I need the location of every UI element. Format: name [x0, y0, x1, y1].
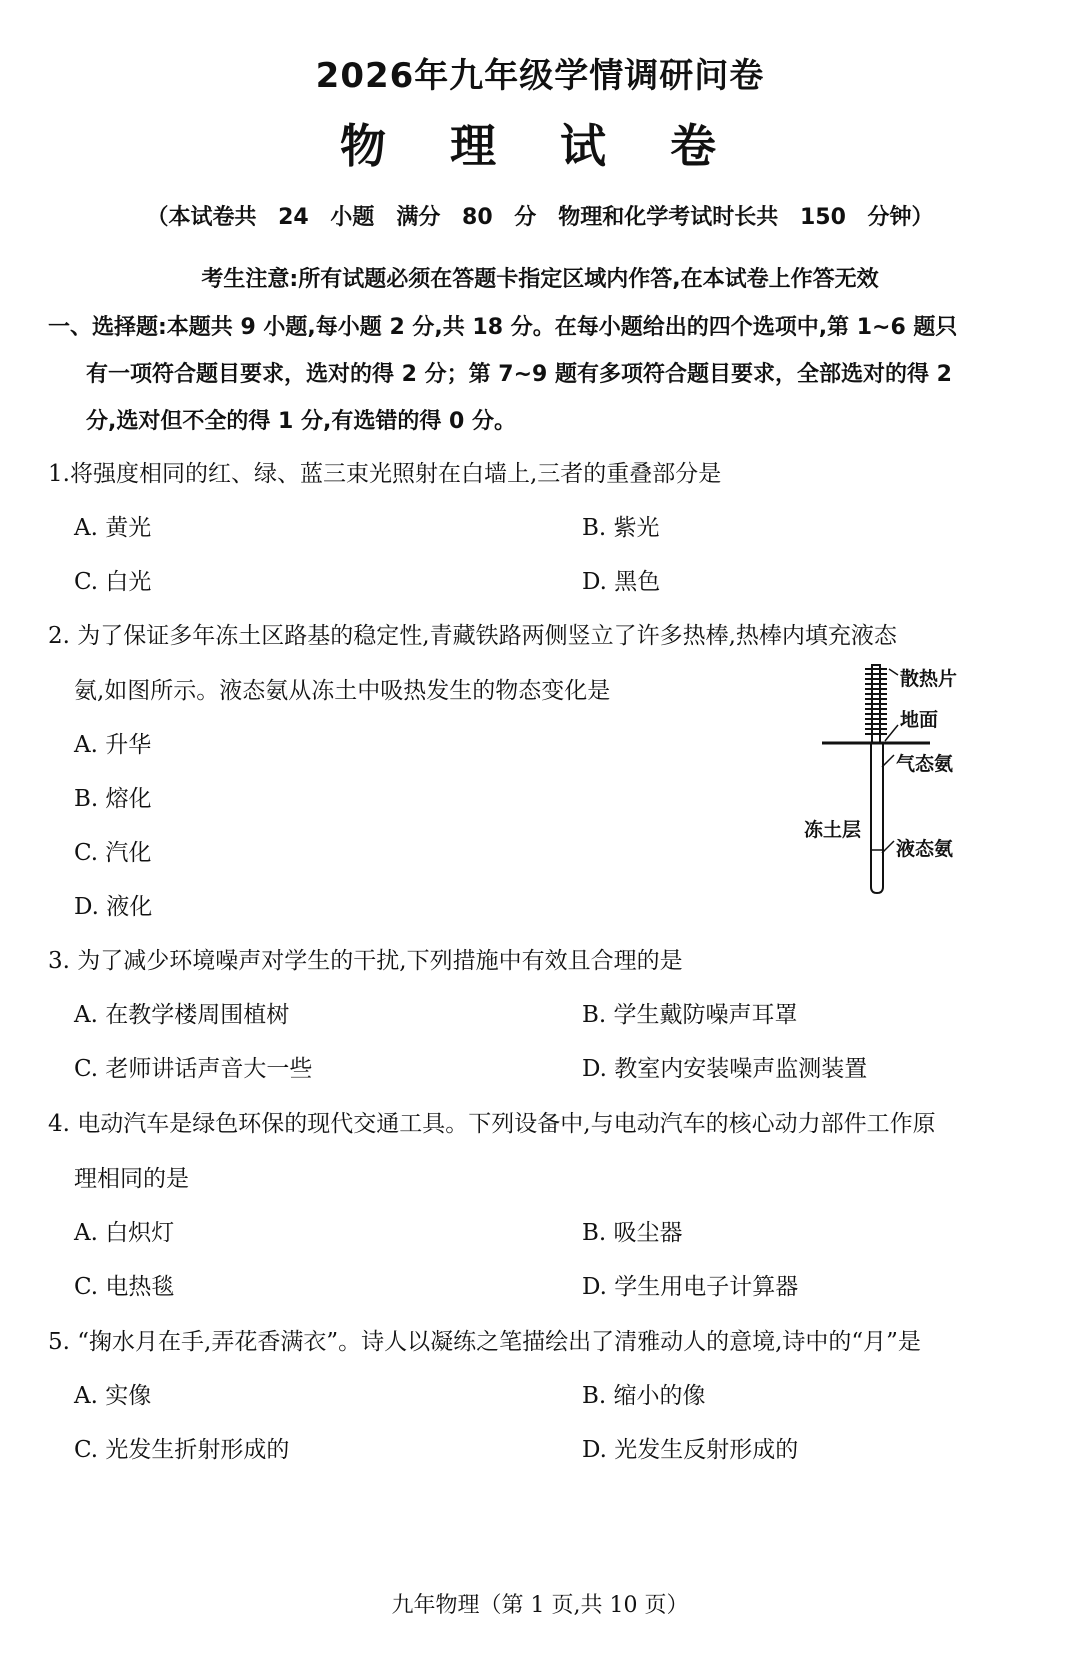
label-liquid-ammonia: 液态氨 [896, 838, 954, 860]
q4-stem-line2: 理相同的是 [74, 1166, 189, 1192]
q5-stem: 5. “掬水月在手,弄花香满衣”。诗人以凝练之笔描绘出了清雅动人的意境,诗中的“月”是 [48, 1329, 921, 1355]
label-gas-ammonia: 气态氨 [896, 753, 954, 775]
label-permafrost: 冻土层 [804, 819, 862, 841]
cooling-fins [865, 669, 887, 734]
q3-option-c: C. 老师讲话声音大一些 [74, 1056, 313, 1082]
q4-option-d: D. 学生用电子计算器 [582, 1274, 799, 1300]
exam-info: （本试卷共 24 小题 满分 80 分 物理和化学考试时长共 150 分钟） [146, 205, 934, 230]
exam-notice: 考生注意:所有试题必须在答题卡指定区域内作答,在本试卷上作答无效 [201, 267, 879, 292]
q1-option-a: A. 黄光 [74, 515, 152, 541]
label-ground: 地面 [900, 709, 939, 731]
section-instructions-line2: 有一项符合题目要求，选对的得 2 分；第 7~9 题有多项符合题目要求，全部选对的得 2 [86, 362, 952, 387]
q2-option-d: D. 液化 [74, 894, 153, 920]
q4-stem-line1: 4. 电动汽车是绿色环保的现代交通工具。下列设备中,与电动汽车的核心动力部件工作原 [48, 1111, 936, 1137]
q1-option-d: D. 黑色 [582, 569, 661, 595]
label-cooling-fins: 散热片 [900, 668, 958, 690]
q3-option-d: D. 教室内安装噪声监测装置 [582, 1056, 868, 1082]
rod-body [871, 743, 883, 893]
q5-option-c: C. 光发生折射形成的 [74, 1437, 290, 1463]
q5-option-d: D. 光发生反射形成的 [582, 1437, 799, 1463]
q1-option-c: C. 白光 [74, 569, 152, 595]
q5-option-a: A. 实像 [74, 1383, 152, 1409]
q2-option-b: B. 熔化 [74, 786, 152, 812]
q4-option-b: B. 吸尘器 [582, 1220, 683, 1246]
q2-option-a: A. 升华 [74, 732, 152, 758]
q1-option-b: B. 紫光 [582, 515, 660, 541]
section-instructions-line1: 一、选择题:本题共 9 小题,每小题 2 分,共 18 分。在每小题给出的四个选项中,第 1~6 题只 [48, 315, 958, 340]
heat-rod-diagram [790, 655, 980, 905]
q4-option-c: C. 电热毯 [74, 1274, 175, 1300]
page-footer: 九年物理（第 1 页,共 10 页） [391, 1593, 689, 1618]
q3-option-a: A. 在教学楼周围植树 [74, 1002, 290, 1028]
q2-option-c: C. 汽化 [74, 840, 152, 866]
q3-stem: 3. 为了减少环境噪声对学生的干扰,下列措施中有效且合理的是 [48, 948, 683, 974]
subject-title: 物 理 试 卷 [339, 119, 741, 173]
q1-stem: 1.将强度相同的红、绿、蓝三束光照射在白墙上,三者的重叠部分是 [48, 461, 722, 487]
exam-title: 2026年九年级学情调研问卷 [315, 56, 765, 96]
q3-option-b: B. 学生戴防噪声耳罩 [582, 1002, 798, 1028]
section-instructions-line3: 分,选对但不全的得 1 分,有选错的得 0 分。 [86, 409, 516, 434]
q2-stem-line2: 氨,如图所示。液态氨从冻土中吸热发生的物态变化是 [74, 678, 611, 704]
q5-option-b: B. 缩小的像 [582, 1383, 706, 1409]
q4-option-a: A. 白炽灯 [74, 1220, 175, 1246]
q2-stem-line1: 2. 为了保证多年冻土区路基的稳定性,青藏铁路两侧竖立了许多热棒,热棒内填充液态 [48, 623, 897, 649]
